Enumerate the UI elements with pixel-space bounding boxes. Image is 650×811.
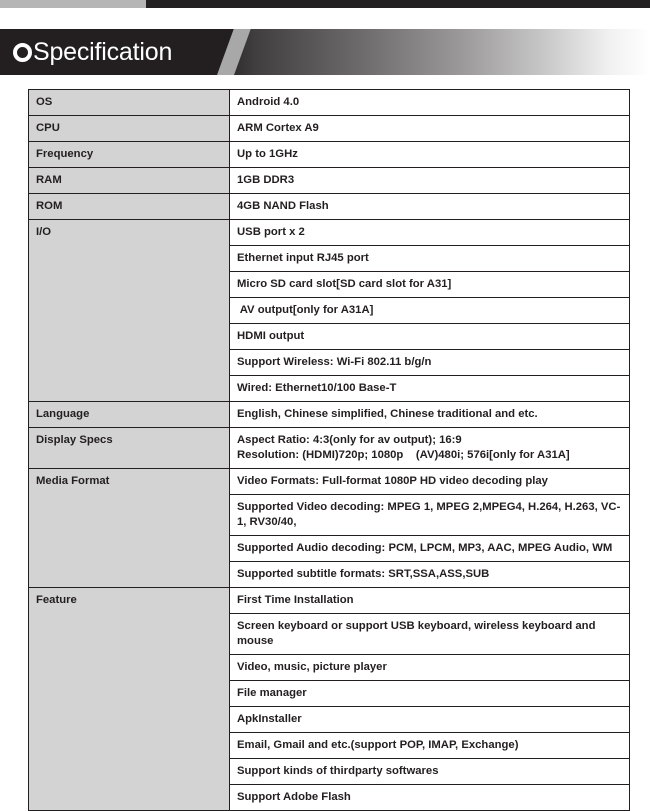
page-title: Specification [33,37,173,66]
spec-value-io-sdcard: Micro SD card slot[SD card slot for A31] [230,272,630,298]
spec-label-media-format: Media Format [29,469,230,588]
spec-value-io-usb: USB port x 2 [230,220,630,246]
specification-table [28,89,630,811]
top-strip-right-segment [146,0,650,8]
spec-value-feature-adobe-flash: Support Adobe Flash [230,785,630,811]
spec-value-feature-thirdparty: Support kinds of thirdparty softwares [230,759,630,785]
spec-label-ram: RAM [29,168,230,194]
spec-value-feature-first-time-installation: First Time Installation [230,588,630,614]
spec-value-ram: 1GB DDR3 [230,168,630,194]
table-row [29,194,630,220]
page-header-banner [0,29,650,75]
spec-label-cpu: CPU [29,116,230,142]
top-strip-left-segment [0,0,146,8]
spec-value-feature-media-player: Video, music, picture player [230,655,630,681]
spec-value-cpu: ARM Cortex A9 [230,116,630,142]
table-row [29,469,630,495]
spec-label-language: Language [29,402,230,428]
spec-label-io: I/O [29,220,230,402]
spec-value-io-av: AV output[only for A31A] [230,298,630,324]
spec-value-os: Android 4.0 [230,90,630,116]
display-specs-aspect-ratio: Aspect Ratio: 4:3(only for av output); 16:9 [237,434,462,447]
ring-icon [13,43,32,62]
table-row [29,588,630,614]
table-row [29,142,630,168]
spec-value-feature-email: Email, Gmail and etc.(support POP, IMAP, Exchange) [230,733,630,759]
table-row [29,168,630,194]
spec-value-io-hdmi: HDMI output [230,324,630,350]
spec-label-os: OS [29,90,230,116]
top-decorative-strip [0,0,650,8]
spec-value-io-wired: Wired: Ethernet10/100 Base-T [230,376,630,402]
specification-table-body [29,90,630,811]
spec-value-io-wireless: Support Wireless: Wi-Fi 802.11 b/g/n [230,350,630,376]
table-row [29,90,630,116]
spec-value-media-video-formats: Video Formats: Full-format 1080P HD video decoding play [230,469,630,495]
table-row [29,116,630,142]
table-row [29,402,630,428]
spec-label-frequency: Frequency [29,142,230,168]
spec-label-feature: Feature [29,588,230,811]
spec-value-io-ethernet: Ethernet input RJ45 port [230,246,630,272]
banner-content [0,29,172,75]
table-row [29,428,630,469]
spec-value-feature-keyboard: Screen keyboard or support USB keyboard, wireless keyboard and mouse [230,614,630,655]
spec-label-rom: ROM [29,194,230,220]
display-specs-resolution: Resolution: (HDMI)720p; 1080p (AV)480i; 576i[only for A31A] [237,449,570,462]
spec-value-feature-file-manager: File manager [230,681,630,707]
spec-value-rom: 4GB NAND Flash [230,194,630,220]
spec-value-media-video-decoding: Supported Video decoding: MPEG 1, MPEG 2,MPEG4, H.264, H.263, VC-1, RV30/40, [230,495,630,536]
spec-value-media-subtitle-formats: Supported subtitle formats: SRT,SSA,ASS,SUB [230,562,630,588]
spec-value-feature-apkinstaller: ApkInstaller [230,707,630,733]
spec-value-media-audio-decoding: Supported Audio decoding: PCM, LPCM, MP3, AAC, MPEG Audio, WM [230,536,630,562]
spec-label-display-specs: Display Specs [29,428,230,469]
spec-value-frequency: Up to 1GHz [230,142,630,168]
spec-value-language: English, Chinese simplified, Chinese traditional and etc. [230,402,630,428]
table-row [29,220,630,246]
spec-value-display-specs [230,428,630,469]
